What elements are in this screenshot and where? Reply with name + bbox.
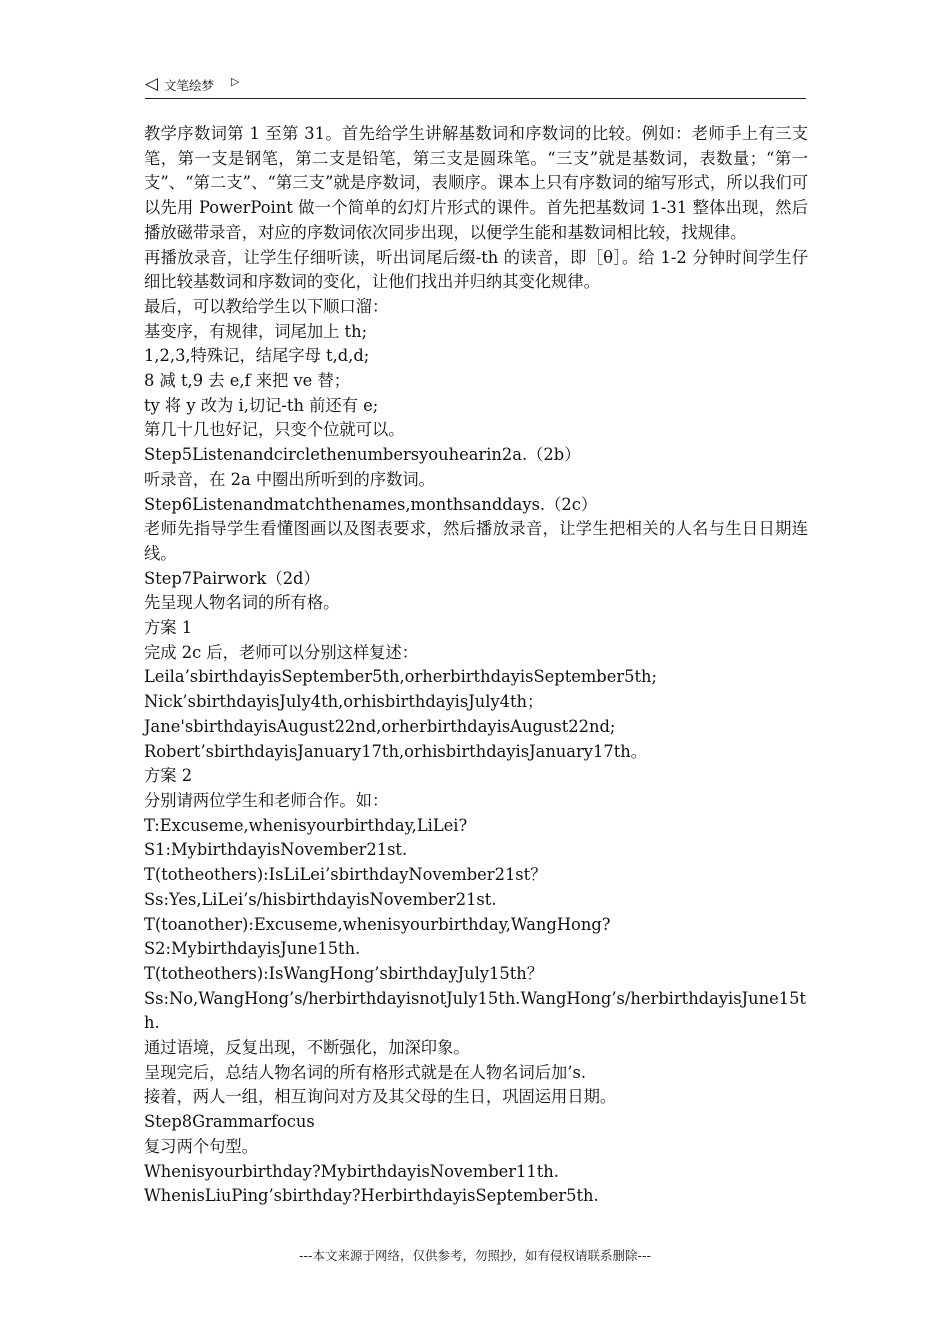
paragraph: S2:MybirthdayisJune15th.	[144, 939, 361, 959]
paragraph: Step5Listenandcirclethenumbersyouhearin2a.（2b）	[144, 445, 581, 465]
paragraph: 第几十几也好记，只变个位就可以。	[144, 420, 405, 440]
paragraph: 先呈现人物名词的所有格。	[144, 593, 340, 613]
paragraph: 基变序，有规律，词尾加上 th;	[144, 321, 368, 341]
paragraph: Leila’sbirthdayisSeptember5th,orherbirthdayisSeptember5th;	[144, 667, 658, 687]
paragraph: 复习两个句型。	[144, 1136, 258, 1156]
page-footer: ---本文来源于网络，仅供参考，勿照抄，如有侵权请联系删除---	[298, 1248, 652, 1263]
paragraph: Step6Listenandmatchthenames,monthsanddays.（2c）	[144, 494, 598, 514]
paragraph: S1:MybirthdayisNovember21st.	[144, 840, 408, 860]
paragraph: Step7Pairwork（2d）	[144, 568, 320, 588]
paragraph: 方案 1	[144, 618, 193, 638]
paragraph: 教学序数词第 1 至第 31。首先给学生讲解基数词和序数词的比较。例如：老师手上有三支笔，第一支是钢笔，第二支是铅笔，第三支是圆珠笔。“三支”就是基数词，表数量；“第一支”、“第二支”、“第三支”就是序数词，表顺序。课本上只有序数词的缩写形式，所以我们可以先用 PowerPoint 做一个简单的幻灯片形式的课件。首先把基数词 1-31 整体出现，然后播放磁带录音，对应的序数词依次同步出现，以便学生能和基数词相比较，找规律。	[144, 124, 808, 242]
paragraph: 再播放录音，让学生仔细听读，听出词尾后缀-th 的读音，即［θ］。给 1-2 分钟时间学生仔细比较基数词和序数词的变化，让他们找出并归纳其变化规律。	[144, 247, 808, 292]
paragraph: 接着，两人一组，相互询问对方及其父母的生日，巩固运用日期。	[144, 1087, 617, 1107]
paragraph: Ss:Yes,LiLei’s/hisbirthdayisNovember21st.	[144, 889, 497, 909]
paragraph: 听录音，在 2a 中圈出所听到的序数词。	[144, 469, 435, 489]
paragraph: 老师先指导学生看懂图画以及图表要求，然后播放录音，让学生把相关的人名与生日日期连线。	[144, 519, 808, 563]
paragraph: Jane'sbirthdayisAugust22nd,orherbirthdayisAugust22nd;	[144, 716, 616, 736]
paragraph: 1,2,3,特殊记，结尾字母 t,d,d;	[144, 346, 370, 366]
paragraph: 完成 2c 后，老师可以分别这样复述：	[144, 642, 419, 662]
header-title: 文笔绘梦	[164, 78, 215, 93]
paragraph: Robert’sbirthdayisJanuary17th,orhisbirthdayisJanuary17th。	[144, 741, 648, 761]
paragraph: ty 将 y 改为 i,切记-th 前还有 e;	[144, 395, 379, 415]
paragraph: 方案 2	[144, 766, 193, 786]
paragraph: T(totheothers):IsLiLei’sbirthdayNovember21st？	[144, 865, 547, 885]
paragraph: 通过语境，反复出现，不断强化，加深印象。	[144, 1038, 470, 1058]
paragraph: T:Excuseme,whenisyourbirthday,LiLei?	[144, 815, 468, 835]
paragraph: 最后，可以教给学生以下顺口溜：	[144, 296, 389, 316]
paragraph: Step8Grammarfocus	[144, 1112, 315, 1132]
paragraph: 8 减 t,9 去 e,f 来把 ve 替；	[144, 371, 351, 391]
paragraph: Ss:No,WangHong’s/herbirthdayisnotJuly15th.WangHong’s/herbirthdayisJune15th.	[144, 988, 806, 1033]
document-body	[144, 122, 808, 1209]
paragraph: T(totheothers):IsWangHong’sbirthdayJuly15th？	[144, 963, 544, 983]
paragraph: WhenisLiuPing’sbirthday?HerbirthdayisSeptember5th.	[144, 1186, 599, 1206]
paragraph: Nick’sbirthdayisJuly4th,orhisbirthdayisJuly4th；	[144, 692, 544, 712]
paragraph: Whenisyourbirthday?MybirthdayisNovember11th.	[144, 1161, 559, 1181]
paragraph: 分别请两位学生和老师合作。如：	[144, 790, 389, 810]
page-header	[145, 72, 806, 99]
triangle-left-icon: ◁	[145, 74, 159, 94]
paragraph: 呈现完后，总结人物名词的所有格形式就是在人物名词后加’s.	[144, 1062, 587, 1082]
paragraph: T(toanother):Excuseme,whenisyourbirthday,WangHong?	[144, 914, 611, 934]
triangle-right-icon: ▷	[231, 75, 240, 88]
